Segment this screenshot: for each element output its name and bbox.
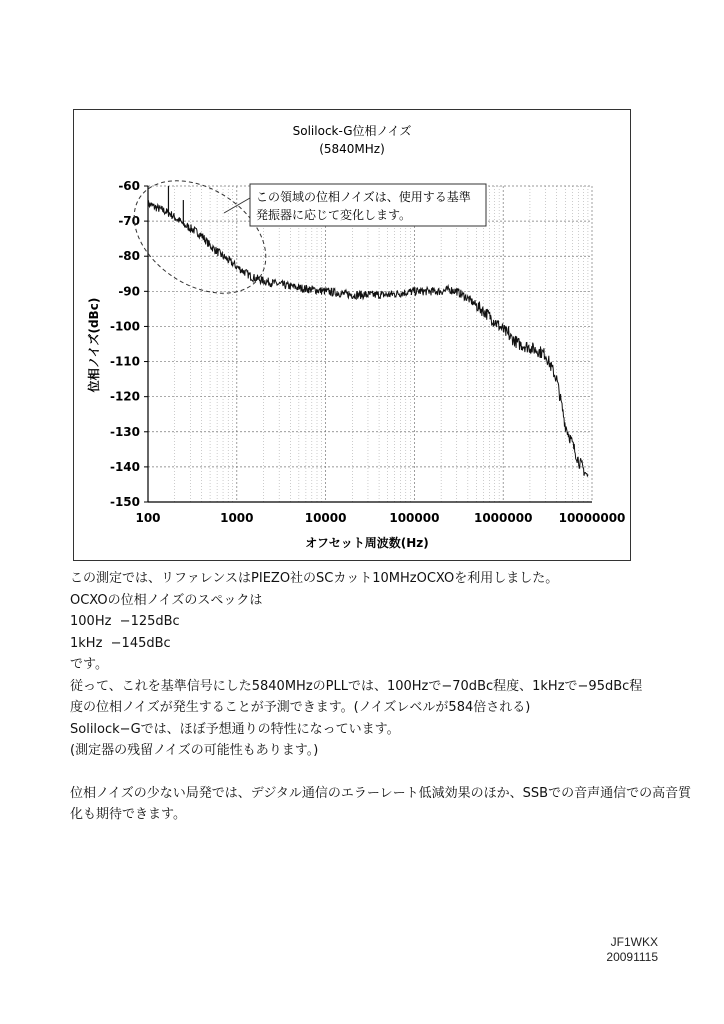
annotation-line-2: 発振器に応じて変化します。 <box>256 208 412 222</box>
body-text <box>70 568 692 826</box>
y-axis-label: 位相ノイズ(dBc) <box>87 297 101 393</box>
x-tick-label: 1000 <box>220 511 254 525</box>
y-tick-label: -120 <box>109 389 140 404</box>
y-tick-label: -70 <box>118 214 140 229</box>
x-axis-label: オフセット周波数(Hz) <box>305 536 429 550</box>
y-tick-label: -90 <box>118 284 140 299</box>
grid <box>148 186 592 502</box>
y-tick-label: -60 <box>118 179 140 193</box>
axes <box>110 179 625 525</box>
body-line: Solilock−Gでは、ほぼ予想通りの特性になっています。 <box>70 721 400 737</box>
chart-frame <box>73 109 631 561</box>
x-tick-label: 10000 <box>304 511 347 525</box>
x-tick-label: 10000000 <box>558 511 626 525</box>
body-line: 度の位相ノイズが発生することが予測できます。(ノイズレベルが584倍される) <box>70 700 531 715</box>
body-line: この測定では、リファレンスはPIEZO社のSCカット10MHzOCXOを利用しました。 <box>70 571 559 586</box>
body-line: 従って、これを基準信号にした5840MHzのPLLでは、100Hzで−70dBc程度、1kHzで−95dBc程 <box>70 678 643 694</box>
body-line: 100Hz −125dBc <box>70 614 180 629</box>
body-line: (測定器の残留ノイズの可能性もあります。) <box>70 743 319 758</box>
document-date: 20091115 <box>606 950 658 964</box>
body-line: 1kHz −145dBc <box>70 635 171 651</box>
chart-subtitle: (5840MHz) <box>319 142 385 156</box>
body-line: OCXOの位相ノイズのスペックは <box>70 592 263 608</box>
annotation-line-1: この領域の位相ノイズは、使用する基準 <box>256 190 471 204</box>
x-tick-label: 100000 <box>389 511 440 525</box>
body-line: です。 <box>70 657 108 672</box>
chart-title: Solilock-G位相ノイズ <box>292 124 412 138</box>
y-tick-label: -140 <box>109 459 140 474</box>
x-tick-label: 1000000 <box>473 511 533 525</box>
y-tick-label: -110 <box>109 354 140 369</box>
author-callsign: JF1WKX <box>610 935 658 949</box>
y-tick-label: -80 <box>118 249 140 264</box>
phase-noise-chart <box>74 110 630 560</box>
paragraph-gap <box>70 762 670 783</box>
y-tick-label: -100 <box>109 319 140 334</box>
x-tick-label: 100 <box>135 511 161 525</box>
y-tick-label: -150 <box>109 495 140 509</box>
y-tick-label: -130 <box>109 424 140 439</box>
signature <box>606 935 658 965</box>
body-line: 化も期待できます。 <box>70 807 186 822</box>
body-line: 位相ノイズの少ない局発では、デジタル通信のエラーレート低減効果のほか、SSBでの音声通信での高音質 <box>70 785 692 801</box>
